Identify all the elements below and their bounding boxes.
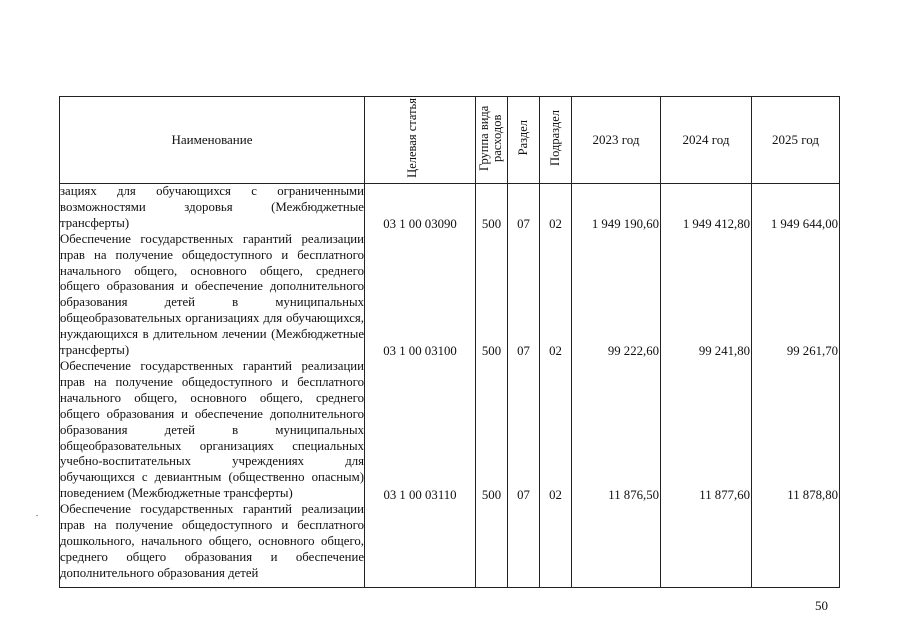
row-subsection: 02 <box>549 217 562 231</box>
page-number: 50 <box>815 598 828 613</box>
row-name: зациях для обучающихся с ограниченными возможностями здоровья (Межбюджетные трансферты) <box>60 184 364 230</box>
header-section: Раздел <box>508 97 540 184</box>
row-value-2024: 11 877,60 <box>699 488 750 502</box>
row-code: 03 1 00 03110 <box>383 488 457 502</box>
header-group: Группа вида расходов <box>476 97 508 184</box>
row-subsection: 02 <box>549 344 562 358</box>
y2025-column <box>752 184 840 588</box>
row-value-2024: 1 949 412,80 <box>682 217 750 231</box>
header-2023: 2023 год <box>572 97 661 184</box>
row-value-2023: 1 949 190,60 <box>591 217 659 231</box>
row-group: 500 <box>481 488 502 502</box>
header-row <box>60 97 840 184</box>
header-name: Наименование <box>60 97 365 184</box>
row-name: Обеспечение государственных гарантий реализации прав на получение общедоступного и бесплатного начального общего, основного общего, среднего общего образования и обеспечение дополнительного образования детей в муниципальных общеобразовательных организациях для обучающихся, нуждающихся в длительном лечении (Межбюджетные трансферты) <box>60 231 364 358</box>
header-2024: 2024 год <box>661 97 752 184</box>
header-subsection: Подраздел <box>540 97 572 184</box>
section-column <box>508 184 540 588</box>
row-value-2025: 1 949 644,00 <box>770 217 838 231</box>
budget-table <box>59 96 840 588</box>
row-value-2025: 99 261,70 <box>786 344 838 358</box>
group-column <box>476 184 508 588</box>
row-section: 07 <box>517 488 530 502</box>
row-name: Обеспечение государственных гарантий реализации прав на получение общедоступного и бесплатного дошкольного, начального общего, основного общего, среднего общего образования и обеспечение дополнительного образования детей <box>60 502 364 580</box>
row-group: 500 <box>481 217 502 231</box>
row-code: 03 1 00 03100 <box>383 344 457 358</box>
name-column <box>60 184 365 588</box>
header-target: Целевая статья <box>365 97 476 184</box>
row-name: Обеспечение государственных гарантий реализации прав на получение общедоступного и бесплатного начального общего, основного общего, среднего общего образования и обеспечение дополнительного образования детей в муниципальных общеобразовательных организациях специальных учебно-воспитательных учреждениях для обучающихся с девиантным (общественно опасным) поведением (Межбюджетные трансферты) <box>60 358 364 501</box>
row-value-2023: 99 222,60 <box>607 344 659 358</box>
header-2025: 2025 год <box>752 97 840 184</box>
table-row <box>60 184 840 588</box>
row-section: 07 <box>517 217 530 231</box>
row-value-2025: 11 878,80 <box>787 488 838 502</box>
row-group: 500 <box>481 344 502 358</box>
row-code: 03 1 00 03090 <box>383 217 457 231</box>
y2023-column <box>572 184 661 588</box>
row-subsection: 02 <box>549 488 562 502</box>
row-value-2024: 99 241,80 <box>698 344 750 358</box>
target-column <box>365 184 476 588</box>
scan-speck <box>36 515 38 516</box>
y2024-column <box>661 184 752 588</box>
row-value-2023: 11 876,50 <box>608 488 659 502</box>
row-section: 07 <box>517 344 530 358</box>
subsection-column <box>540 184 572 588</box>
